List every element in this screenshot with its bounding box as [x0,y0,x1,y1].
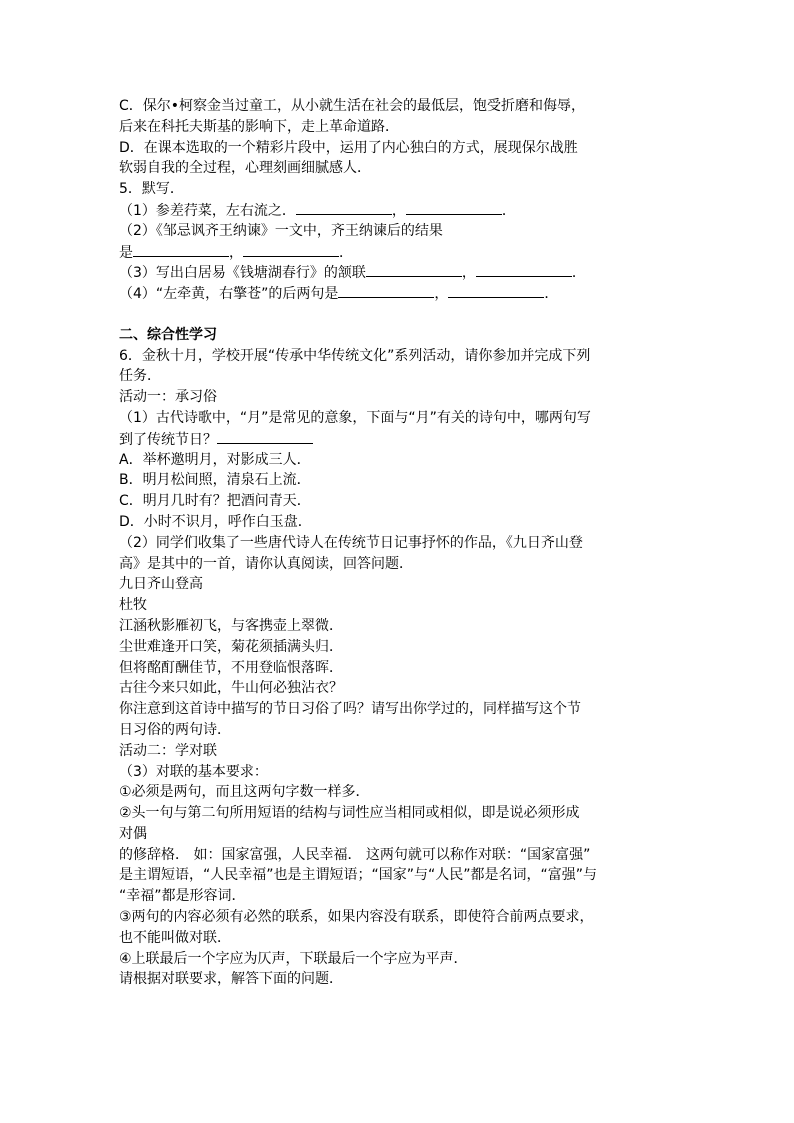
rule-2-line2: 对偶 [119,825,147,842]
question-5: 5．默写． [119,181,184,198]
q5-item-3 [119,262,679,283]
option-c-line2: 后来在科托夫斯基的影响下，走上革命道路． [119,118,399,135]
rule-4: ④上联最后一个字应为仄声，下联最后一个字应为平声． [119,950,468,967]
option-c-line1: C．保尔•柯察金当过童工，从小就生活在社会的最低层，饱受折磨和侮辱， [119,98,586,114]
answer-blank[interactable] [296,200,392,215]
document-page [119,96,679,990]
option-b: B．明月松间照，清泉石上流． [119,472,311,489]
answer-blank[interactable] [448,283,544,298]
comma: ， [391,202,406,219]
poem-author: 杜牧 [119,597,147,614]
poem-line: 江涵秋影雁初飞，与客携壶上翠微． [119,617,343,634]
q5-item-4 [119,283,679,304]
answer-blank[interactable] [366,262,462,277]
rule-2-line1: ②头一句与第二句所用短语的结构与词性应当相同或相似，即是说必须形成 [119,805,580,822]
answer-blank[interactable] [217,429,313,444]
q5-item-2a: （2）《邹忌讽齐王纳谏》一文中，齐王纳谏后的结果 [119,222,443,239]
closing-instruction: 请根据对联要求，解答下面的问题． [119,971,343,988]
rule-1: ①必须是两句，而且这两句字数一样多． [119,784,370,801]
period: ． [571,265,586,282]
q6-1-line2 [119,429,679,450]
poem-title: 九日齐山登高 [119,576,203,593]
answer-blank[interactable] [476,262,572,277]
answer-blank[interactable] [338,283,434,298]
rule-3-line2: 也不能叫做对联． [119,929,231,946]
option-d: D．小时不识月，呼作白玉盘． [119,513,312,530]
q6-3: （3）对联的基本要求： [119,763,268,780]
comma: ， [461,265,476,282]
q5-item-3-text: （3）写出白居易《钱塘湖春行》的颔联 [119,265,366,282]
rule-2-line3: 的修辞格． 如：国家富强，人民幸福． 这两句就可以称作对联：“国家富强” [119,846,591,863]
period: ． [501,202,516,219]
poem-question-line1: 你注意到这首诗中描写的节日习俗了吗？请写出你学过的，同样描写这个节 [119,701,581,718]
comma: ， [229,244,243,261]
q5-item-1 [119,200,679,221]
q6-2-line1: （2）同学们收集了一些唐代诗人在传统节日记事抒怀的作品，《九日齐山登 [119,534,583,551]
activity-1: 活动一：承习俗 [119,389,217,406]
q6-1-line1: （1）古代诗歌中，“月”是常见的意象，下面与“月”有关的诗句中，哪两句写 [119,409,591,426]
poem-line: 古往今来只如此，牛山何必独沾衣？ [119,680,343,697]
q5-item-1-text: （1）参差荇菜，左右流之． [119,202,296,219]
poem-line: 但将酩酊酬佳节，不用登临恨落晖． [119,659,343,676]
poem-line: 尘世难逢开口笑，菊花须插满头归． [119,638,343,655]
period: ． [544,286,559,303]
answer-blank[interactable] [133,242,229,257]
option-c: C．明月几时有？把酒问青天． [119,493,311,510]
q6-1-line2-text: 到了传统节日？ [119,431,217,448]
q6-2-line2: 高》是其中的一首，请你认真阅读，回答问题． [119,555,413,572]
answer-blank[interactable] [406,200,502,215]
period: ． [339,244,353,261]
rule-2-line5: “幸福”都是形容词． [119,888,246,905]
option-d-line2: 软弱自我的全过程，心理刻画细腻感人． [119,160,371,177]
q5-item-2b [119,242,679,263]
q5-item-2b-text: 是 [119,244,133,261]
option-a: A．举杯邀明月，对影成三人． [119,451,311,468]
poem-question-line2: 日习俗的两句诗． [119,721,231,738]
comma: ， [434,286,449,303]
section-2-title: 二、综合性学习 [119,326,217,343]
q6-line1: 6．金秋十月，学校开展“传承中华传统文化”系列活动，请你参加并完成下列 [119,347,591,364]
rule-2-line4: 是主谓短语，“人民幸福”也是主谓短语；“国家”与“人民”都是名词，“富强”与 [119,867,598,884]
rule-3-line1: ③两句的内容必须有必然的联系，如果内容没有联系，即使符合前两点要求， [119,909,594,926]
activity-2: 活动二：学对联 [119,742,217,759]
q6-line2: 任务． [119,368,161,385]
q5-item-4-text: （4）“左牵黄，右擎苍”的后两句是 [119,286,339,303]
option-d-line1: D．在课本选取的一个精彩片段中，运用了内心独白的方式，展现保尔战胜 [119,139,578,156]
answer-blank[interactable] [243,242,339,257]
